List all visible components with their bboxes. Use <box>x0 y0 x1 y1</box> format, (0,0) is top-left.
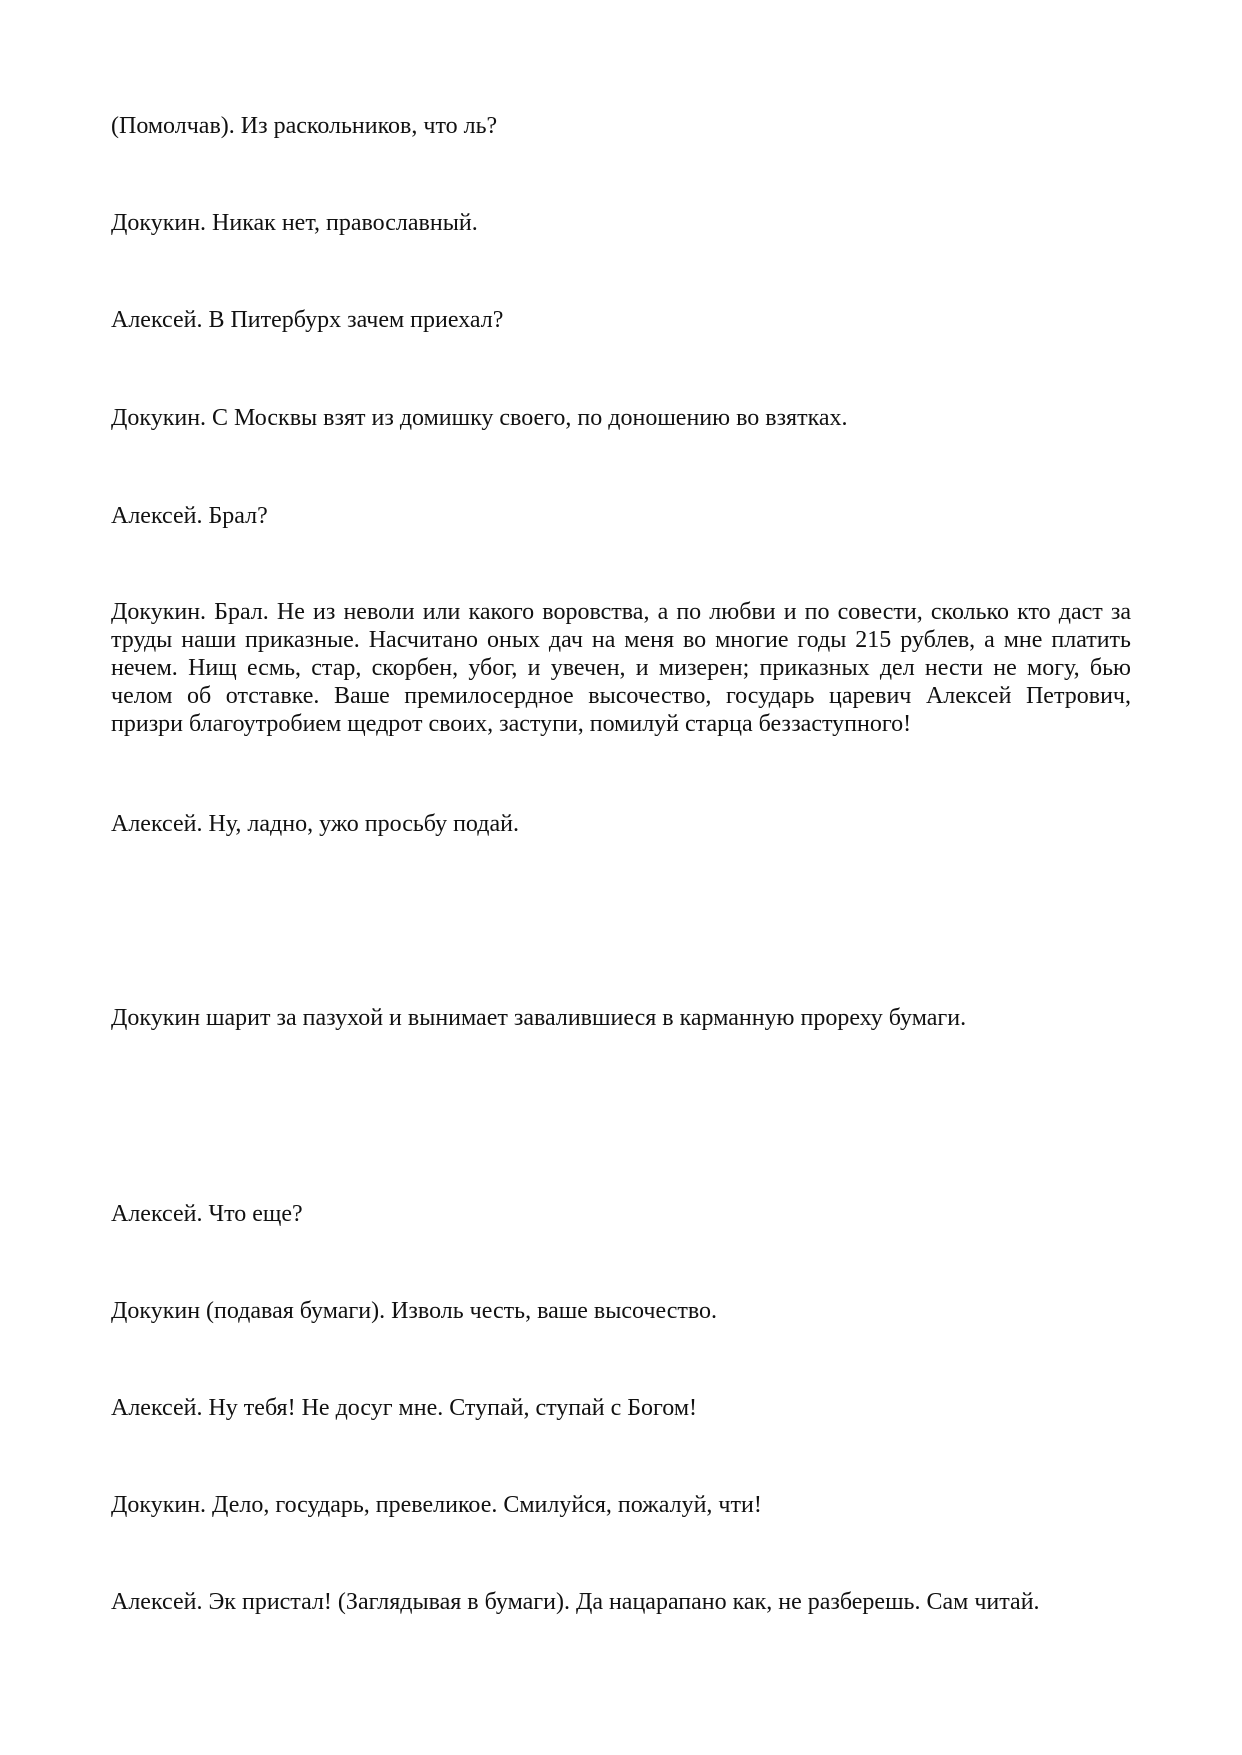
paragraph-2: Докукин. Никак нет, православный. <box>111 210 478 236</box>
paragraph-6: Докукин. Брал. Не из неволи или какого воровства, а по любви и по совести, сколько кто даст за труды наши приказные. Насчитано оных дач на меня во многие годы 215 рублев, а мне платить нечем. Нищ есмь, стар, скорбен, убог, и увечен, и мизерен; приказных дел нести не могу, бью челом об отставке. Ваше премилосердное высочество, государь царевич Алексей Петрович, призри благоутробием щедрот своих, заступи, помилуй старца беззаступного! <box>111 599 1131 737</box>
paragraph-1: (Помолчав). Из раскольников, что ль? <box>111 113 498 139</box>
paragraph-12: Докукин. Дело, государь, превеликое. Смилуйся, пожалуй, чти! <box>111 1492 762 1518</box>
paragraph-9: Алексей. Что еще? <box>111 1201 303 1227</box>
paragraph-13: Алексей. Эк пристал! (Заглядывая в бумаги). Да нацарапано как, не разберешь. Сам читай. <box>111 1589 1040 1615</box>
paragraph-11: Алексей. Ну тебя! Не досуг мне. Ступай, ступай с Богом! <box>111 1395 698 1421</box>
paragraph-10: Докукин (подавая бумаги). Изволь честь, ваше высочество. <box>111 1298 717 1324</box>
paragraph-4: Докукин. С Москвы взят из домишку своего, по доношению во взятках. <box>111 405 848 431</box>
paragraph-7: Алексей. Ну, ладно, ужо просьбу подай. <box>111 811 519 837</box>
stage-direction: Докукин шарит за пазухой и вынимает завалившиеся в карманную прореху бумаги. <box>111 1005 967 1031</box>
paragraph-5: Алексей. Брал? <box>111 503 268 529</box>
paragraph-3: Алексей. В Питербурх зачем приехал? <box>111 307 504 333</box>
